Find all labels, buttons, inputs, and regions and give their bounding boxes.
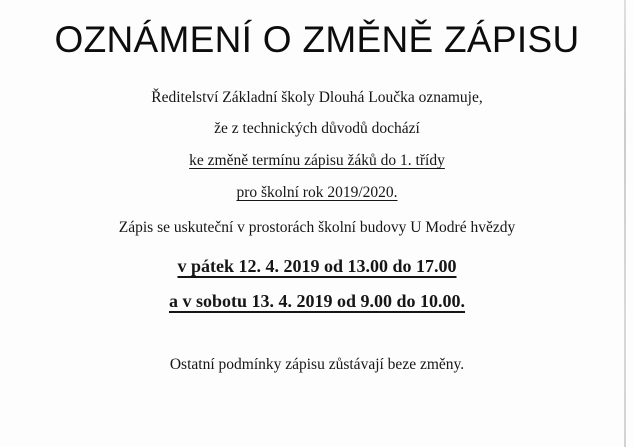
intro-line-2: že z technických důvodů dochází xyxy=(214,120,420,137)
intro-line-1: Ředitelství Základní školy Dlouhá Loučka oznamuje, xyxy=(151,89,483,106)
closing-line: Ostatní podmínky zápisu zůstávají beze změny. xyxy=(169,356,465,373)
notice-title: OZNÁMENÍ O ZMĚNĚ ZÁPISU xyxy=(54,19,580,60)
change-line-container xyxy=(0,151,634,171)
date-saturday-container xyxy=(0,289,634,313)
change-line: ke změně termínu zápisu žáků do 1. třídy xyxy=(189,152,445,169)
school-year-line: pro školní rok 2019/2020. xyxy=(236,184,398,201)
date-friday-container xyxy=(0,254,634,278)
date-saturday: a v sobotu 13. 4. 2019 od 9.00 do 10.00. xyxy=(168,291,466,311)
venue-line: Zápis se uskuteční v prostorách školní budovy U Modré hvězdy xyxy=(118,219,516,236)
school-year-line-container xyxy=(0,183,634,203)
date-friday: v pátek 12. 4. 2019 od 13.00 do 17.00 xyxy=(177,256,457,276)
